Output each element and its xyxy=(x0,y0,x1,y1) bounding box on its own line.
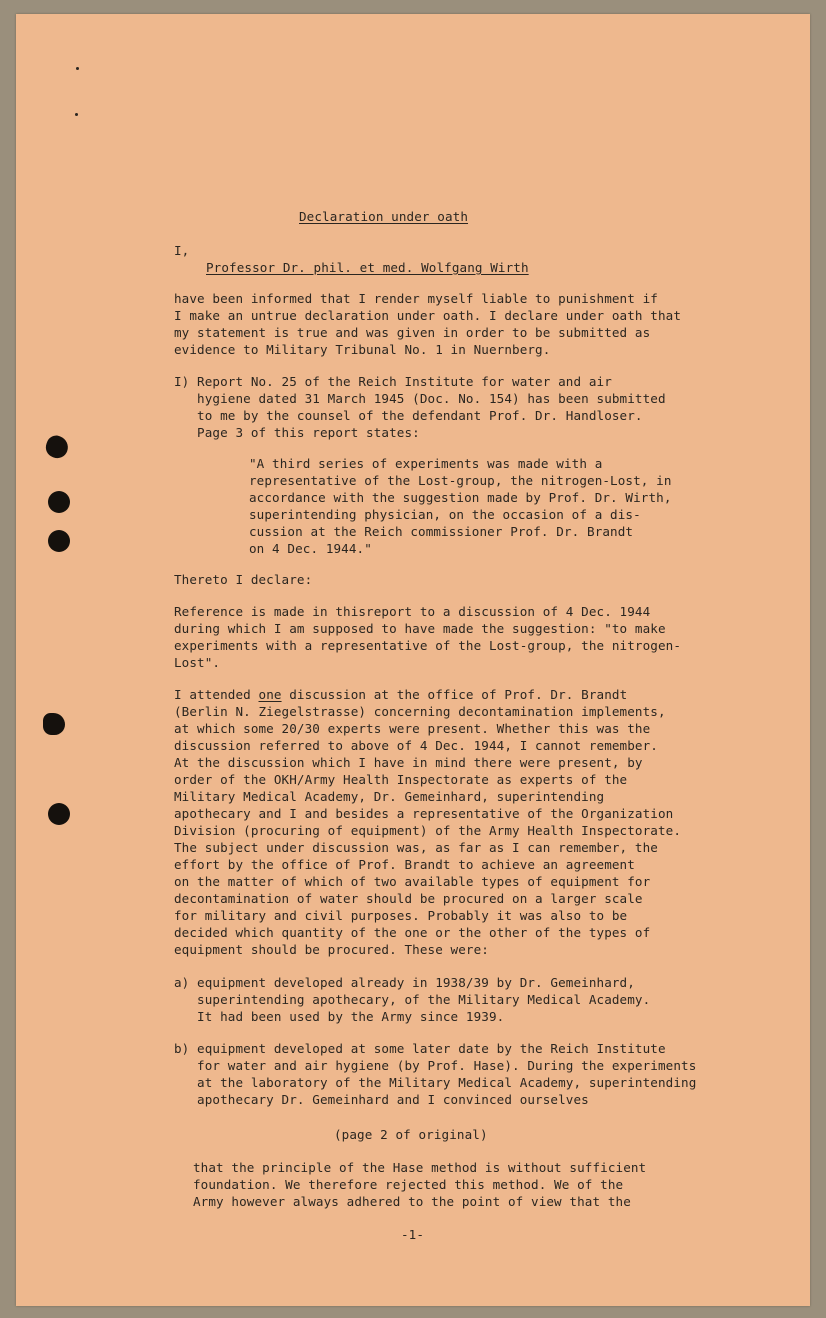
attended-emphasis: one xyxy=(258,687,282,702)
intro-line: my statement is true and was given in order to be submitted as xyxy=(174,325,651,340)
item1-line: to me by the counsel of the defendant Prof. Dr. Handloser. xyxy=(174,408,643,423)
attended-line: order of the OKH/Army Health Inspectorate as experts of the xyxy=(174,772,628,787)
attended-line: for military and civil purposes. Probably it was also to be xyxy=(174,908,628,923)
reference-line: Lost". xyxy=(174,655,221,670)
attended-line: Military Medical Academy, Dr. Gemeinhard, superintending xyxy=(174,789,605,804)
attended-line: decided which quantity of the one or the other of the types of xyxy=(174,925,651,940)
attended-line: effort by the office of Prof. Brandt to achieve an agreement xyxy=(174,857,635,872)
attended-line: discussion referred to above of 4 Dec. 1944, I cannot remember. xyxy=(174,738,658,753)
page-note: (page 2 of original) xyxy=(334,1127,488,1142)
declarant-name: Professor Dr. phil. et med. Wolfgang Wirth xyxy=(206,260,529,275)
continuation-line: that the principle of the Hase method is without sufficient xyxy=(193,1160,647,1175)
attended-post: discussion at the office of Prof. Dr. Brandt xyxy=(281,687,628,702)
attended-line xyxy=(174,686,627,703)
attended-line: apothecary and I and besides a representative of the Organization xyxy=(174,806,674,821)
item-b-line: apothecary Dr. Gemeinhard and I convinced ourselves xyxy=(174,1092,589,1107)
thereto-line: Thereto I declare: xyxy=(174,572,313,587)
item-b-line: b) equipment developed at some later date by the Reich Institute xyxy=(174,1041,666,1056)
quote-line: accordance with the suggestion made by Prof. Dr. Wirth, xyxy=(249,490,672,505)
quote-line: representative of the Lost-group, the nitrogen-Lost, in xyxy=(249,473,672,488)
intro-line: I make an untrue declaration under oath. I declare under oath that xyxy=(174,308,682,323)
document-page xyxy=(16,14,810,1306)
item1-line: Page 3 of this report states: xyxy=(174,425,420,440)
item1-line: hygiene dated 31 March 1945 (Doc. No. 154) has been submitted xyxy=(174,391,666,406)
attended-pre: I attended xyxy=(174,687,259,702)
attended-line: Division (procuring of equipment) of the Army Health Inspectorate. xyxy=(174,823,682,838)
item-a-line: a) equipment developed already in 1938/39 by Dr. Gemeinhard, xyxy=(174,975,635,990)
attended-line: equipment should be procured. These were: xyxy=(174,942,489,957)
item-b-line: at the laboratory of the Military Medical Academy, superintending xyxy=(174,1075,697,1090)
quote-line: cussion at the Reich commissioner Prof. Dr. Brandt xyxy=(249,524,634,539)
item-a-line: superintending apothecary, of the Military Medical Academy. xyxy=(174,992,651,1007)
continuation-line: foundation. We therefore rejected this method. We of the xyxy=(193,1177,624,1192)
page-number: -1- xyxy=(401,1227,425,1242)
reference-line: experiments with a representative of the Lost-group, the nitrogen- xyxy=(174,638,682,653)
opening-line: I, xyxy=(174,243,190,258)
attended-line: decontamination of water should be procured on a larger scale xyxy=(174,891,643,906)
intro-line: have been informed that I render myself liable to punishment if xyxy=(174,291,658,306)
attended-line: at which some 20/30 experts were present. Whether this was the xyxy=(174,721,651,736)
reference-line: during which I am supposed to have made the suggestion: "to make xyxy=(174,621,666,636)
item-a-line: It had been used by the Army since 1939. xyxy=(174,1009,505,1024)
quote-line: "A third series of experiments was made with a xyxy=(249,456,603,471)
quote-line: superintending physician, on the occasion of a dis- xyxy=(249,507,641,522)
typed-declaration xyxy=(16,14,810,1306)
attended-line: The subject under discussion was, as far as I can remember, the xyxy=(174,840,658,855)
document-title: Declaration under oath xyxy=(299,209,469,224)
reference-line: Reference is made in thisreport to a discussion of 4 Dec. 1944 xyxy=(174,604,651,619)
attended-line: (Berlin N. Ziegelstrasse) concerning decontamination implements, xyxy=(174,704,666,719)
intro-line: evidence to Military Tribunal No. 1 in Nuernberg. xyxy=(174,342,551,357)
quote-line: on 4 Dec. 1944." xyxy=(249,541,372,556)
item-b-line: for water and air hygiene (by Prof. Hase). During the experiments xyxy=(174,1058,697,1073)
attended-line: At the discussion which I have in mind there were present, by xyxy=(174,755,643,770)
attended-line: on the matter of which of two available types of equipment for xyxy=(174,874,651,889)
item1-line: I) Report No. 25 of the Reich Institute for water and air xyxy=(174,374,612,389)
continuation-line: Army however always adhered to the point of view that the xyxy=(193,1194,631,1209)
